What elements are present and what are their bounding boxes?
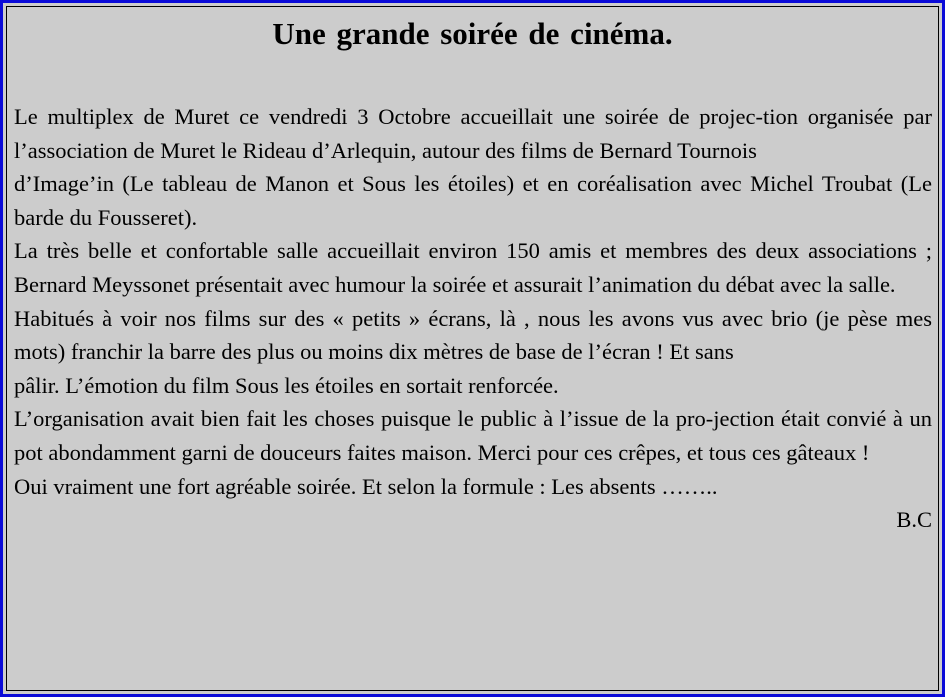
paragraph-organisation: L’organisation avait bien fait les choses puisque le public à l’issue de la pro-jection était convié à un pot abondamment garni de douceurs faites maison. Merci pour ces crêpes, et tous ces gâteaux ! (14, 406, 932, 465)
signature: B.C (896, 507, 932, 533)
paragraph-screen: Habitués à voir nos films sur des « petits » écrans, là , nous les avons vus avec brio (je pèse mes mots) franchir la barre des plus ou moins dix mètres de base de l’écran ! Et sans (14, 305, 932, 365)
paragraph-closing: Oui vraiment une fort agréable soirée. Et selon la formule : Les absents …….. (14, 473, 718, 499)
paragraph-intro: Le multiplex de Muret ce vendredi 3 Octobre accueillait une soirée de projec-tion organisée par l’association de Muret le Rideau d’Arlequin, autour des films de Bernard Tournois (14, 104, 932, 163)
paragraph-audience: La très belle et confortable salle accueillait environ 150 amis et membres des deux associations ; Bernard Meyssonet présentait avec humour la soirée et assurait l’animation du débat avec la salle. (14, 238, 932, 297)
paragraph-films: d’Image’in (Le tableau de Manon et Sous les étoiles) et en coréalisation avec Michel Troubat (Le barde du Fousseret). (14, 171, 932, 230)
paragraph-emotion: pâlir. L’émotion du film Sous les étoiles en sortait renforcée. (14, 372, 559, 398)
article-body (14, 100, 932, 537)
article-title: Une grande soirée de cinéma. (272, 16, 673, 51)
